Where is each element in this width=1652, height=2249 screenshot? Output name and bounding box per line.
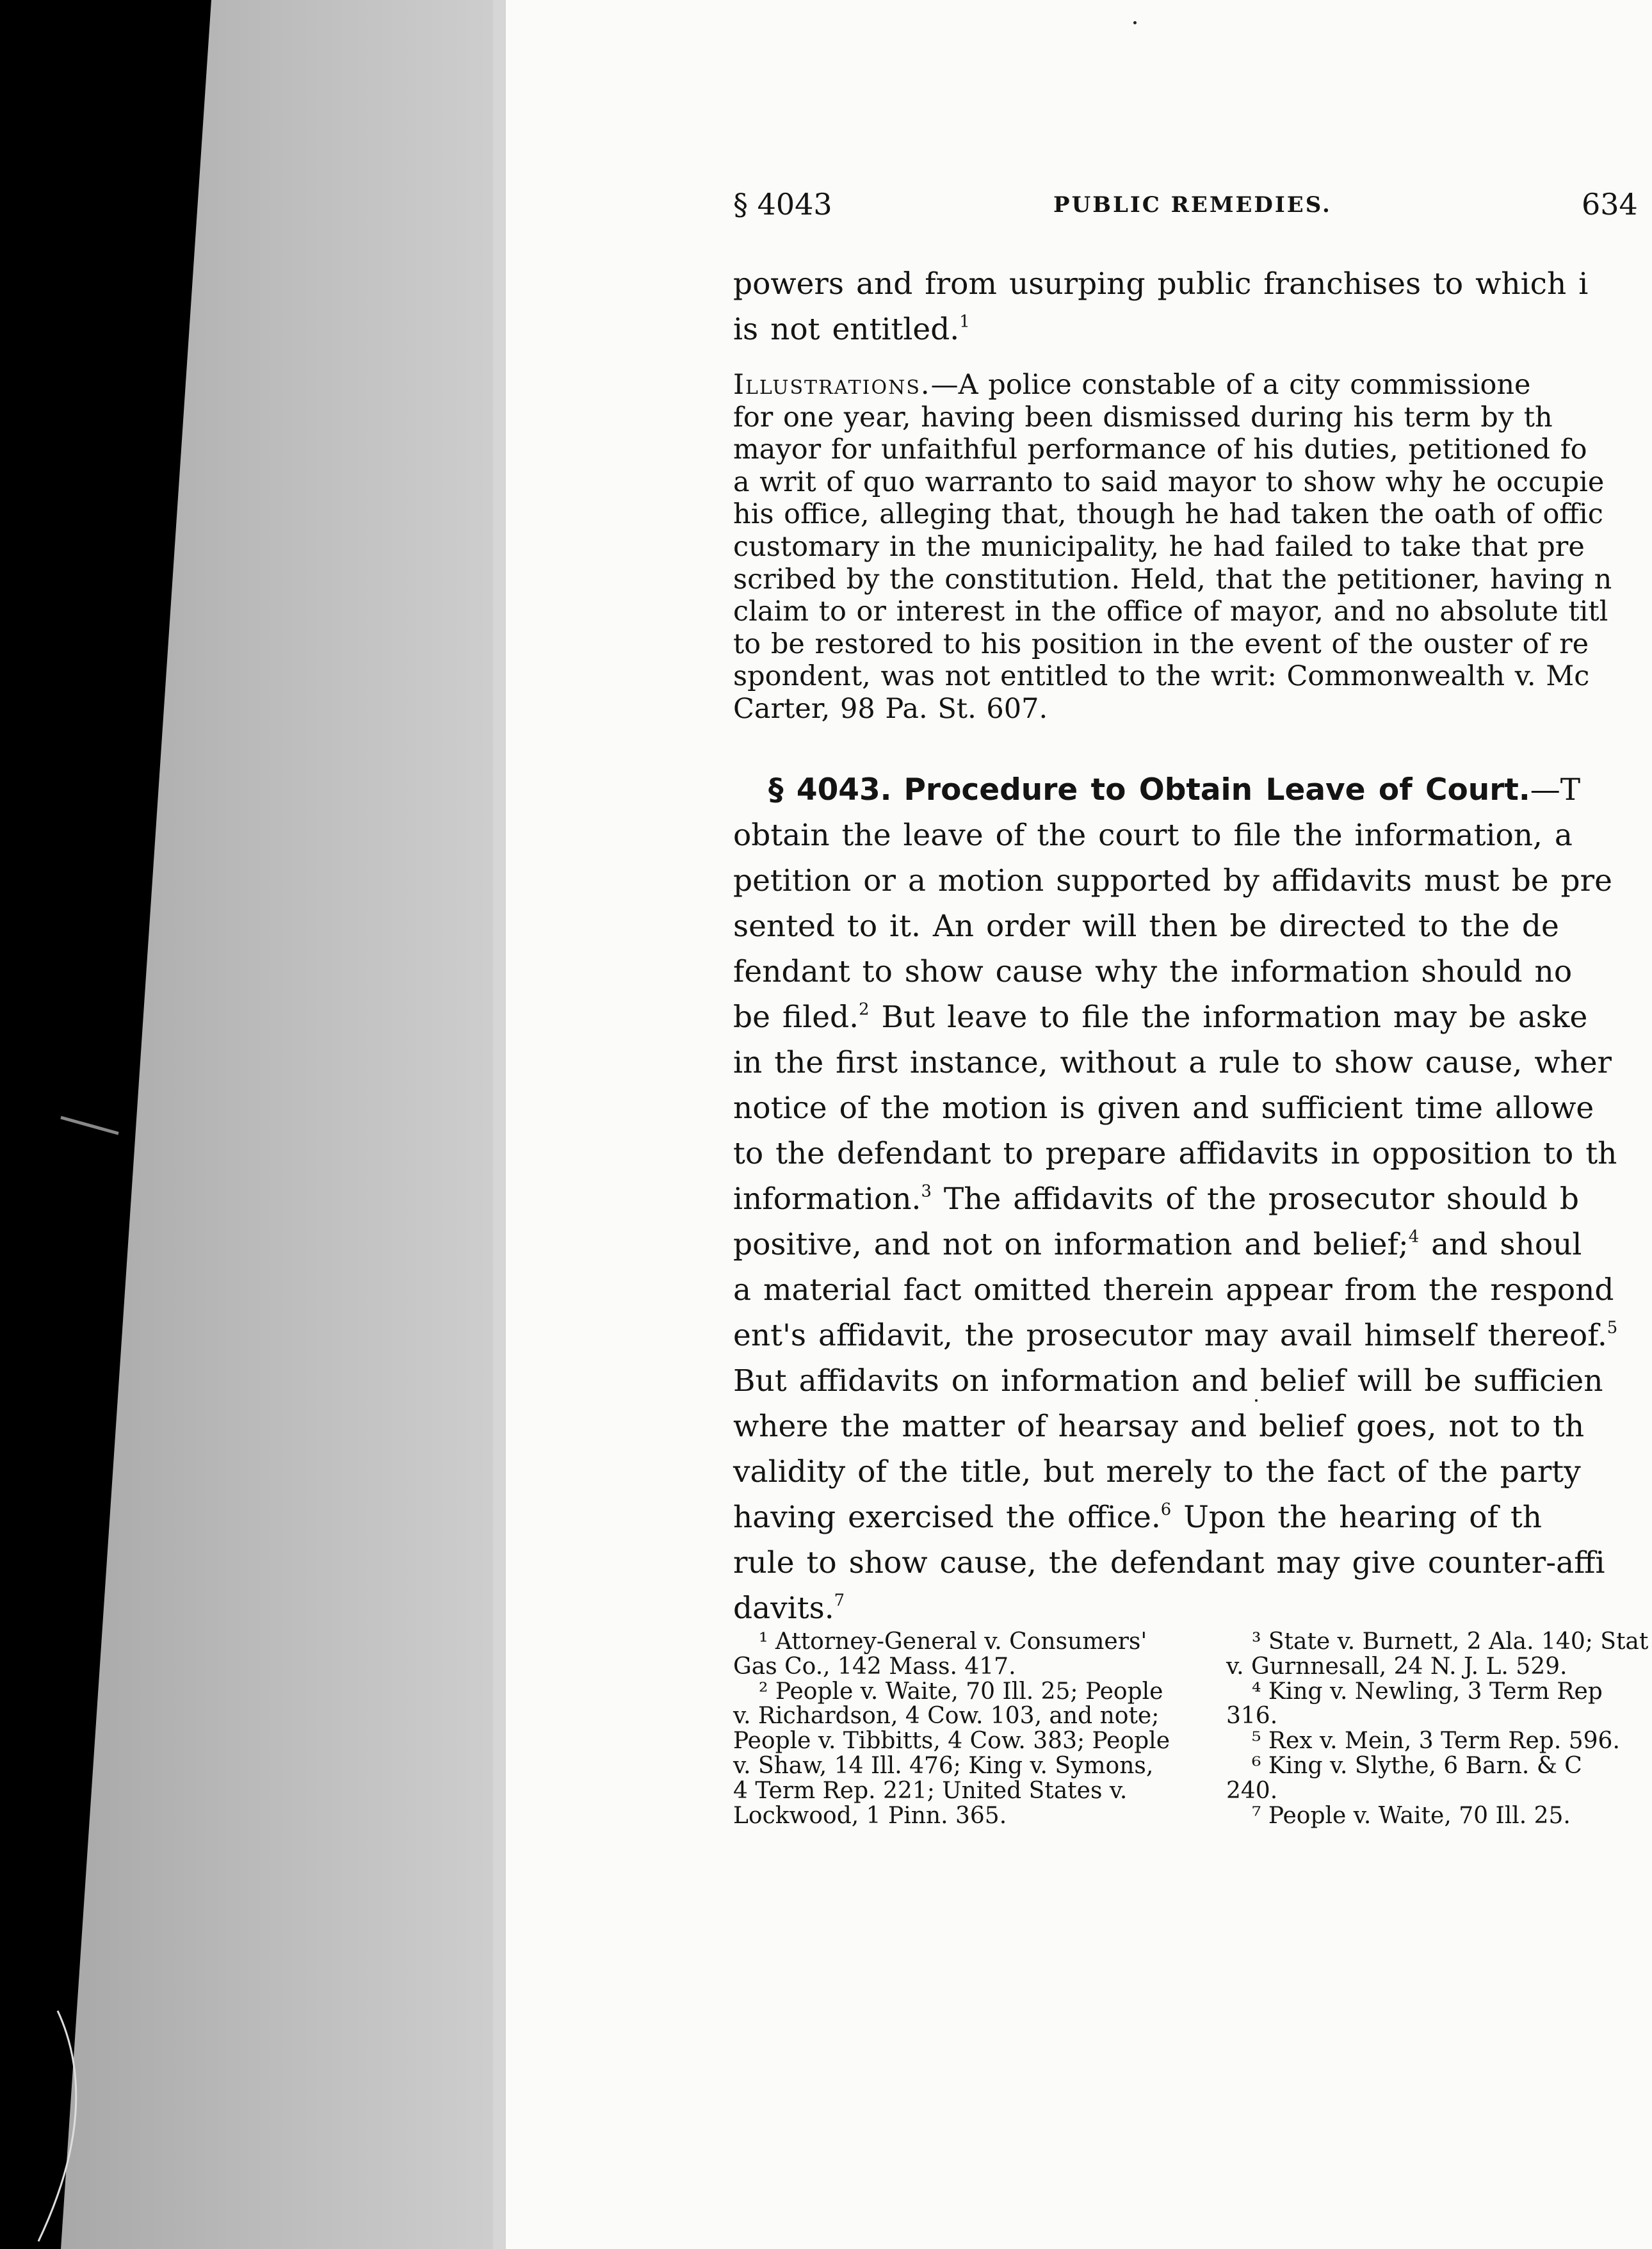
section-line: petition or a motion supported by affidavits must be pre [733, 863, 1612, 898]
intro-paragraph [733, 261, 1588, 352]
footnote-line: 240. [1226, 1777, 1278, 1804]
page-stack-edge [61, 0, 512, 2249]
footnote-line: ⁷ People v. Waite, 70 Ill. 25. [1252, 1802, 1571, 1829]
running-head-section: § 4043 [733, 187, 832, 222]
section-line: rule to show cause, the defendant may give counter-affi [733, 1545, 1605, 1580]
illustration-line: his office, alleging that, though he had taken the oath of offic [733, 498, 1603, 531]
section-line: ent's affidavit, the prosecutor may avail himself thereof.$^5$ [733, 1318, 1618, 1353]
illustration-line: spondent, was not entitled to the writ: Commonwealth v. Mc [733, 660, 1590, 693]
footnote-line: 4 Term Rep. 221; United States v. [733, 1777, 1128, 1804]
section-line: where the matter of hearsay and belief goes, not to th [733, 1409, 1585, 1444]
illustration-line: customary in the municipality, he had failed to take that pre [733, 530, 1585, 563]
section-lead: —T [1530, 772, 1581, 808]
footnotes-right [1226, 1630, 1648, 1828]
illustration-line: scribed by the constitution. Held, that the petitioner, having n [733, 563, 1612, 596]
section-number: § 4043. [768, 772, 892, 808]
illustration-line: mayor for unfaithful performance of his duties, petitioned fo [733, 434, 1587, 466]
section-line: information.$^3$ The affidavits of the prosecutor should b [733, 1181, 1579, 1217]
illustration-line: Carter, 98 Pa. St. 607. [733, 692, 1048, 725]
section-line: davits.$^7$ [733, 1591, 845, 1626]
running-head-page-number: 634 [1582, 187, 1638, 222]
footnotes-left [733, 1630, 1170, 1828]
illustration-label: Illustrations. [733, 369, 931, 401]
footnote-line: ¹ Attorney-General v. Consumers' [759, 1628, 1147, 1655]
footnote-line: v. Richardson, 4 Cow. 103, and note; [733, 1703, 1160, 1730]
section-line: to the defendant to prepare affidavits in opposition to th [733, 1136, 1617, 1171]
section-line: positive, and not on information and belief;$^4$ and shoul [733, 1227, 1582, 1262]
section-line: sented to it. An order will then be directed to the de [733, 909, 1559, 944]
section-heading: Procedure to Obtain Leave of Court. [903, 772, 1530, 808]
footnote-line: ⁵ Rex v. Mein, 3 Term Rep. 596. [1252, 1728, 1620, 1755]
section-line: in the first instance, without a rule to show cause, wher [733, 1045, 1612, 1080]
footnote-line: ³ State v. Burnett, 2 Ala. 140; Stat [1252, 1628, 1649, 1655]
illustration-paragraph [733, 369, 1612, 726]
footnote-line: ⁴ King v. Newling, 3 Term Rep [1252, 1678, 1603, 1705]
illustration-line: a writ of quo warranto to said mayor to show why he occupie [733, 466, 1605, 498]
gutter-mark [61, 1117, 118, 1133]
intro-line: powers and from usurping public franchises to which i [733, 266, 1589, 302]
intro-line: is not entitled.$^1$ [733, 312, 970, 347]
footnote-line: v. Shaw, 14 Ill. 476; King v. Symons, [733, 1752, 1154, 1779]
footnote-line: ⁶ King v. Slythe, 6 Barn. & C [1252, 1752, 1582, 1779]
section-line: a material fact omitted therein appear from the respond [733, 1272, 1614, 1308]
footnote-line: ² People v. Waite, 70 Ill. 25; People [759, 1678, 1163, 1705]
illustration-line: to be restored to his position in the event of the ouster of re [733, 628, 1589, 660]
footnote-line: People v. Tibbitts, 4 Cow. 383; People [733, 1728, 1170, 1755]
footnote-line: Lockwood, 1 Pinn. 365. [733, 1802, 1007, 1829]
book-page [506, 0, 1652, 2249]
footnote-line: Gas Co., 142 Mass. 417. [733, 1653, 1016, 1680]
illustration-line: —A police constable of a city commissione [930, 369, 1531, 401]
section-line: But affidavits on information and belief will be sufficien [733, 1363, 1603, 1399]
section-line: validity of the title, but merely to the fact of the party [733, 1454, 1581, 1490]
section-line: be filed.$^2$ But leave to file the information may be aske [733, 1000, 1588, 1035]
illustration-line: for one year, having been dismissed during his term by th [733, 401, 1553, 434]
section-4043 [733, 767, 1617, 1631]
section-line: notice of the motion is given and sufficient time allowe [733, 1091, 1594, 1126]
footnote-line: 316. [1226, 1703, 1278, 1730]
section-line: fendant to show cause why the information should no [733, 954, 1573, 989]
section-line: having exercised the office.$^6$ Upon the hearing of th [733, 1500, 1542, 1535]
section-line: obtain the leave of the court to file the information, a [733, 818, 1573, 853]
footnote-line: v. Gurnnesall, 24 N. J. L. 529. [1226, 1653, 1567, 1680]
running-head-title: PUBLIC REMEDIES. [1053, 192, 1332, 218]
illustration-line: claim to or interest in the office of mayor, and no absolute titl [733, 596, 1608, 628]
